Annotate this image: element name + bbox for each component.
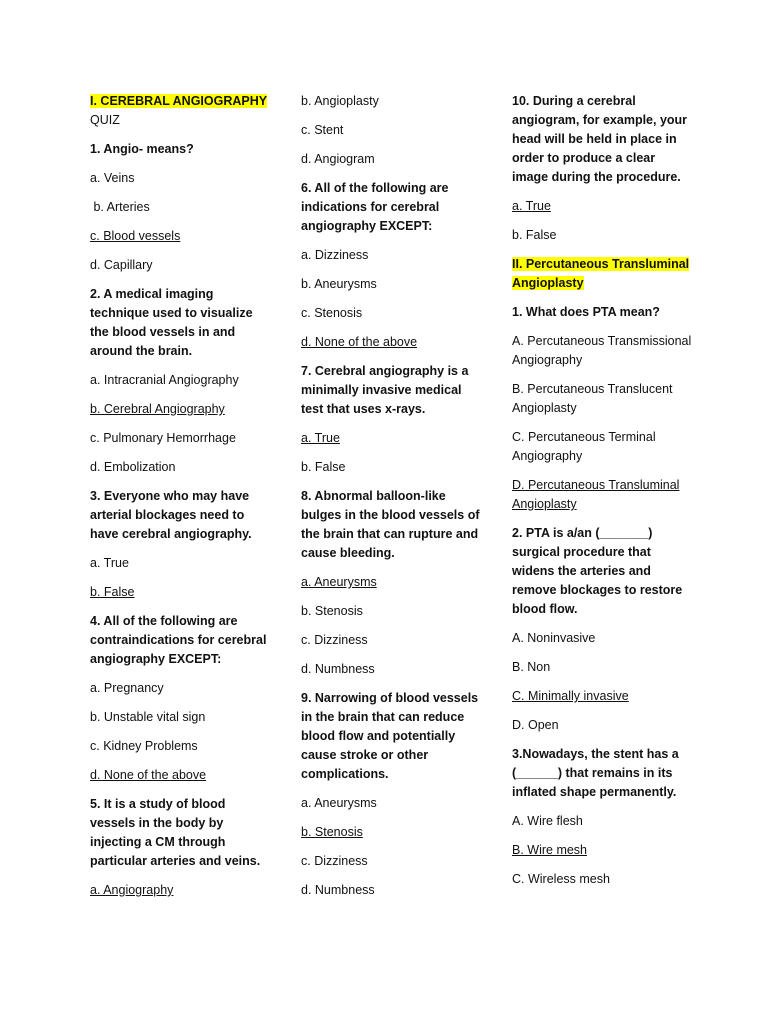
question-9: 9. Narrowing of blood vessels in the brain that can reduce blood flow and potentially cause stroke or other complications. [301, 691, 479, 781]
q9-option-b-answer: b. Stenosis [301, 825, 363, 839]
q5-option-a-answer: a. Angiography [90, 883, 174, 897]
question-1: 1. Angio- means? [90, 142, 194, 156]
q8-option-d: d. Numbness [301, 662, 375, 676]
section-heading-pta: II. Percutaneous Transluminal Angioplasty [512, 257, 690, 290]
q6-option-b: b. Aneurysms [301, 277, 377, 291]
q4-option-a: a. Pregnancy [90, 681, 164, 695]
q5-option-b: b. Angioplasty [301, 94, 379, 108]
question-6: 6. All of the following are indications for cerebral angiography EXCEPT: [301, 181, 449, 233]
pta-q2-option-a: A. Noninvasive [512, 631, 596, 645]
q4-option-b: b. Unstable vital sign [90, 710, 206, 724]
pta-question-3: 3.Nowadays, the stent has a (______) that remains in its inflated shape permanently. [512, 747, 679, 799]
question-5: 5. It is a study of blood vessels in the body by injecting a CM through particular arteries and veins. [90, 797, 261, 868]
q3-option-b-answer: b. False [90, 585, 135, 599]
q2-option-c: c. Pulmonary Hemorrhage [90, 431, 236, 445]
column-2 [301, 92, 481, 900]
q10-option-b: b. False [512, 228, 557, 242]
question-7: 7. Cerebral angiography is a minimally invasive medical test that uses x-rays. [301, 364, 469, 416]
q4-option-d-answer: d. None of the above [90, 768, 207, 782]
question-10: 10. During a cerebral angiogram, for example, your head will be held in place in order to produce a clear image during the procedure. [512, 94, 688, 184]
q8-option-b: b. Stenosis [301, 604, 363, 618]
q10-option-a-answer: a. True [512, 199, 551, 213]
pta-q1-option-d-answer: D. Percutaneous Transluminal Angioplasty [512, 478, 680, 511]
q8-option-a-answer: a. Aneurysms [301, 575, 377, 589]
pta-q1-option-c: C. Percutaneous Terminal Angiography [512, 430, 656, 463]
pta-q3-option-c: C. Wireless mesh [512, 872, 610, 886]
pta-q1-option-a: A. Percutaneous Transmissional Angiography [512, 334, 692, 367]
q6-option-d-answer: d. None of the above [301, 335, 418, 349]
quiz-label: QUIZ [90, 113, 120, 127]
column-3 [512, 92, 692, 889]
q5-option-d: d. Angiogram [301, 152, 375, 166]
q6-option-a: a. Dizziness [301, 248, 369, 262]
q1-option-c-answer: c. Blood vessels [90, 229, 181, 243]
question-4: 4. All of the following are contraindications for cerebral angiography EXCEPT: [90, 614, 267, 666]
q2-option-b-answer: b. Cerebral Angiography [90, 402, 225, 416]
q9-option-d: d. Numbness [301, 883, 375, 897]
section-heading-cerebral-angiography: I. CEREBRAL ANGIOGRAPHY [90, 94, 268, 108]
pta-q1-option-b: B. Percutaneous Translucent Angioplasty [512, 382, 673, 415]
q9-option-c: c. Dizziness [301, 854, 368, 868]
question-2: 2. A medical imaging technique used to visualize the blood vessels in and around the brain. [90, 287, 253, 358]
q8-option-c: c. Dizziness [301, 633, 368, 647]
q1-option-d: d. Capillary [90, 258, 153, 272]
q4-option-c: c. Kidney Problems [90, 739, 198, 753]
q2-option-d: d. Embolization [90, 460, 176, 474]
q6-option-c: c. Stenosis [301, 306, 363, 320]
question-8: 8. Abnormal balloon-like bulges in the blood vessels of the brain that can rupture and cause bleeding. [301, 489, 480, 560]
column-1 [90, 92, 270, 900]
q7-option-a-answer: a. True [301, 431, 340, 445]
pta-q2-option-c-answer: C. Minimally invasive [512, 689, 629, 703]
q2-option-a: a. Intracranial Angiography [90, 373, 239, 387]
q3-option-a: a. True [90, 556, 129, 570]
q1-option-b: b. Arteries [90, 200, 150, 214]
pta-q2-option-b: B. Non [512, 660, 551, 674]
q9-option-a: a. Aneurysms [301, 796, 377, 810]
question-3: 3. Everyone who may have arterial blockages need to have cerebral angiography. [90, 489, 252, 541]
q1-option-a: a. Veins [90, 171, 135, 185]
pta-question-1: 1. What does PTA mean? [512, 305, 660, 319]
pta-question-2: 2. PTA is a/an (_______) surgical procedure that widens the arteries and remove blockages to restore blood flow. [512, 526, 683, 616]
q7-option-b: b. False [301, 460, 346, 474]
pta-q3-option-b-answer: B. Wire mesh [512, 843, 588, 857]
q5-option-c: c. Stent [301, 123, 344, 137]
pta-q3-option-a: A. Wire flesh [512, 814, 583, 828]
pta-q2-option-d: D. Open [512, 718, 559, 732]
